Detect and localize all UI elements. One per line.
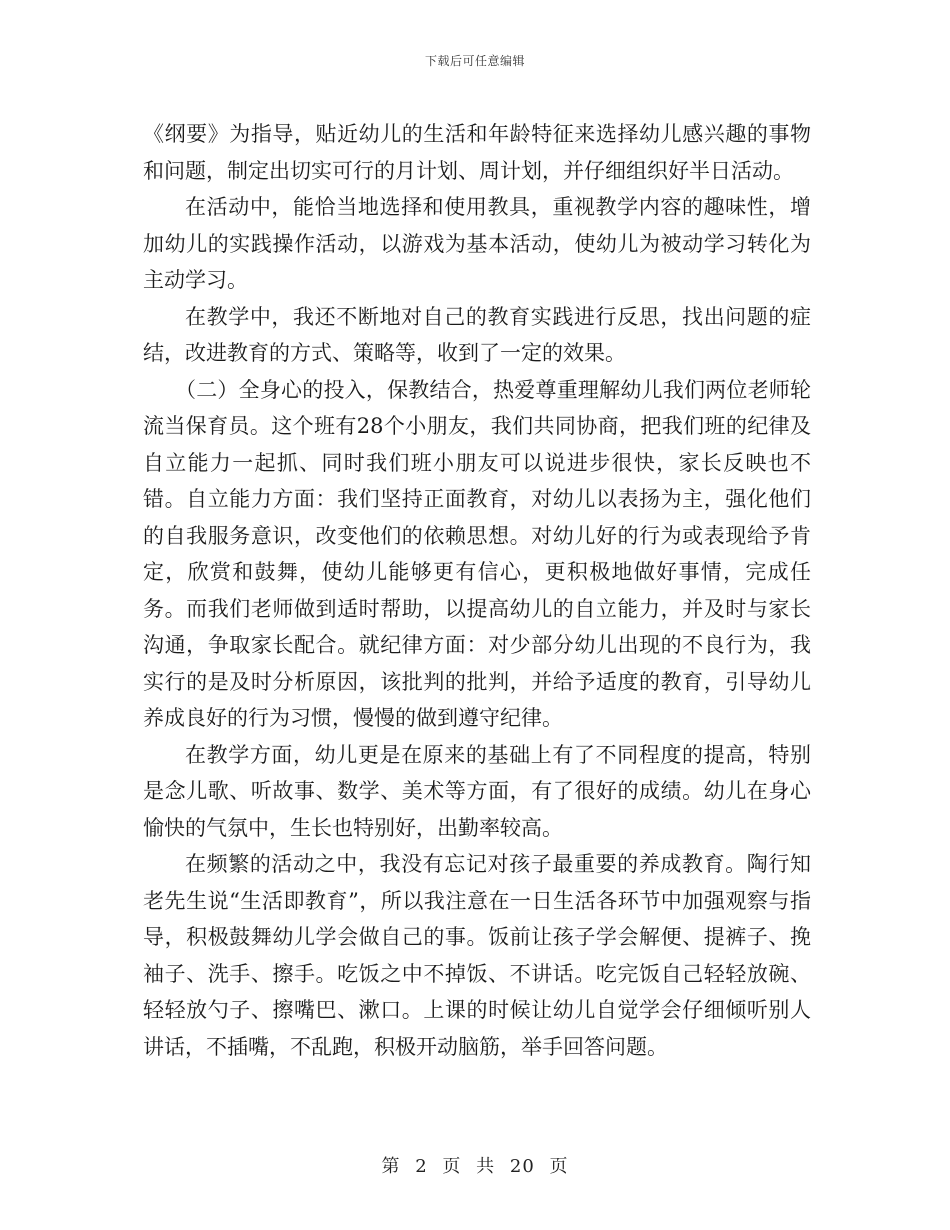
page-label-suffix: 页 xyxy=(549,1156,569,1177)
current-page-number: 2 xyxy=(415,1156,428,1177)
page-footer xyxy=(0,1152,950,1178)
paragraph-teaching-aids: 在活动中，能恰当地选择和使用教具，重视教学内容的趣味性，增加幼儿的实践操作活动，以游戏为基本活动，使幼儿为被动学习转化为主动学习。 xyxy=(143,195,811,292)
paragraph-habit-education: 在频繁的活动之中，我没有忘记对孩子最重要的养成教育。陶行知老先生说“生活即教育”，所以我注意在一日生活各环节中加强观察与指导，积极鼓舞幼儿学会做自己的事。饭前让孩子学会解便、提裤子、挽袖子、洗手、擦手。吃饭之中不掉饭、不讲话。吃完饭自己轻轻放碗、轻轻放勺子、擦嘴巴、漱口。上课的时候让幼儿自觉学会仔细倾听别人讲话，不插嘴，不乱跑，积极开动脑筋，举手回答问题。 xyxy=(143,852,811,1059)
page-label-mid1: 页 xyxy=(442,1156,462,1177)
paragraph-teaching-results: 在教学方面，幼儿更是在原来的基础上有了不同程度的提高，特别是念儿歌、听故事、数学、美术等方面，有了很好的成绩。幼儿在身心愉快的气氛中，生长也特别好，出勤率较高。 xyxy=(143,742,811,840)
document-body xyxy=(143,116,811,1065)
paragraph-section-two: （二）全身心的投入，保教结合，热爱尊重理解幼儿我们两位老师轮流当保育员。这个班有28个小朋友，我们共同协商，把我们班的纪律及自立能力一起抓、同时我们班小朋友可以说进步很快，家长反映也不错。自立能力方面：我们坚持正面教育，对幼儿以表扬为主，强化他们的自我服务意识，改变他们的依赖思想。对幼儿好的行为或表现给予肯定，欣赏和鼓舞，使幼儿能够更有信心，更积极地做好事情，完成任务。而我们老师做到适时帮助，以提高幼儿的自立能力，并及时与家长沟通，争取家长配合。就纪律方面：对少部分幼儿出现的不良行为，我实行的是及时分析原因，该批判的批判，并给予适度的教育，引导幼儿养成良好的行为习惯，慢慢的做到遵守纪律。 xyxy=(143,377,811,730)
page-label-mid2: 共 xyxy=(476,1156,496,1177)
paragraph-continued: 《纲要》为指导，贴近幼儿的生活和年龄特征来选择幼儿感兴趣的事物和问题，制定出切实可行的月计划、周计划，并仔细组织好半日活动。 xyxy=(143,122,811,183)
page-header: 下载后可任意编辑 xyxy=(424,54,525,68)
paragraph-reflection: 在教学中，我还不断地对自己的教育实践进行反思，找出问题的症结，改进教育的方式、策略等，收到了一定的效果。 xyxy=(143,304,811,365)
total-pages-number: 20 xyxy=(509,1156,535,1177)
page-label-prefix: 第 xyxy=(381,1156,401,1177)
